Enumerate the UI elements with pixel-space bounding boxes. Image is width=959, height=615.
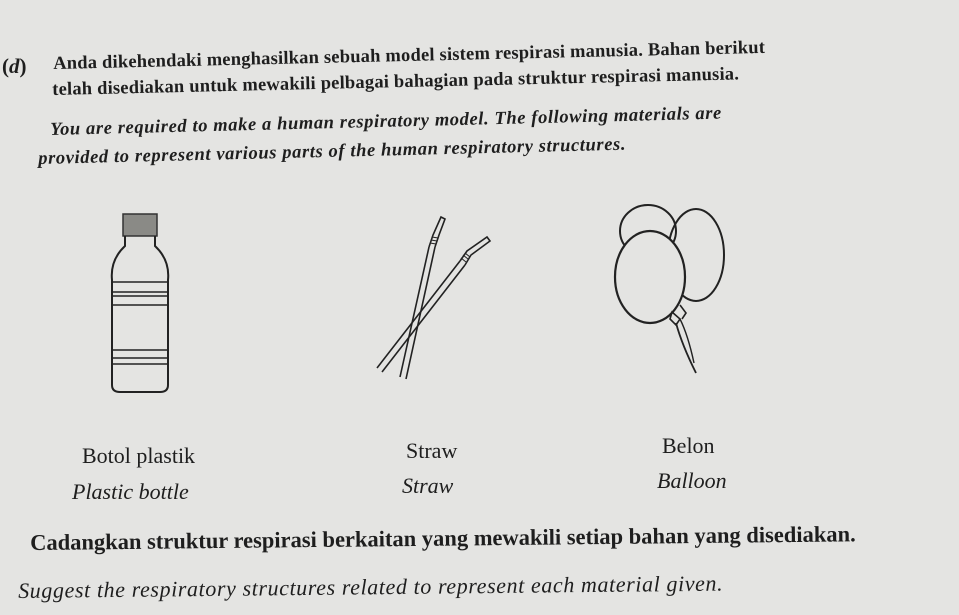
straw-label-malay: Straw — [406, 438, 458, 463]
plastic-bottle-icon — [100, 210, 180, 400]
question-malay-line-2: telah disediakan untuk mewakili pelbagai bahagian pada struktur respirasi manusia. — [52, 64, 740, 100]
bottle-label-english: Plastic bottle — [72, 479, 189, 504]
question-english-line-2: provided to represent various parts of the human respiratory structures. — [38, 134, 627, 169]
balloon-icon — [600, 195, 740, 395]
straw-label-english: Straw — [402, 473, 454, 498]
bottle-label-malay: Botol plastik — [82, 443, 196, 468]
straw-icon — [355, 205, 505, 385]
instruction-malay: Cadangkan struktur respirasi berkaitan yang mewakili setiap bahan yang disediakan. — [30, 521, 856, 555]
balloon-label-malay: Belon — [662, 433, 715, 458]
question-malay-line-1: Anda dikehendaki menghasilkan sebuah model sistem respirasi manusia. Bahan berikut — [53, 37, 766, 74]
question-english-line-1: You are required to make a human respiratory model. The following materials are — [50, 103, 723, 140]
instruction-english: Suggest the respiratory structures related to represent each material given. — [18, 570, 724, 603]
balloon-label-english: Balloon — [657, 468, 727, 493]
question-label: (d) — [2, 54, 27, 78]
